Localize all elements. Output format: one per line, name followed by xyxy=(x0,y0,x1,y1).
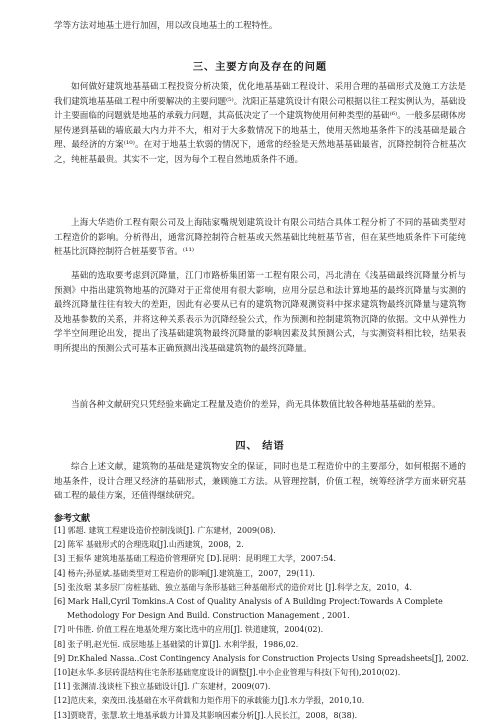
reference-item: [3] 王振华 建筑地基基础工程造价管理研究 [D].昆明：昆明理工大学，2007:54. xyxy=(54,554,337,564)
section-3-paragraph-4: 当前各种文献研究只凭经验来确定工程量及造价的差异，尚无具体数值比较各种地基基础的差异。 xyxy=(71,400,441,410)
section-4-heading: 四、 结语 xyxy=(235,440,285,452)
section-3-paragraph-2: 上海大华造价工程有限公司及上海陆家嘴规划建筑设计有限公司结合具体工程分析了不同的基础类型对工程造价的影响。分析得出，通常沉降控制符合桩基或天然基础比纯桩基节省，但在某些地质条件下可能纯桩基比沉降控制符合桩基要节省。⁽¹¹⁾ xyxy=(54,218,466,257)
reference-item: [5] 张汝琚 某多层厂房桩基础、独立基础与条形基础三种基础形式的造价对比 [J].科学之友，2010，4. xyxy=(54,582,412,592)
references-list xyxy=(54,524,470,723)
reference-item: [4] 杨卉;孙显斌.基础类型对工程造价的影响[J].建筑施工，2007，29(11). xyxy=(54,568,315,578)
section-3-heading: 三、主要方向及存在的问题 xyxy=(192,61,328,73)
section-4-paragraph-1: 综合上述文献，建筑物的基础是建筑物安全的保证，同时也是工程造价中的主要部分，如何根据不通的地基条件，设计合理又经济的基础形式，兼顾施工方法。从管理控制，价值工程，统筹经济学方面来研究基础工程的最佳方案，还值得继续研究。 xyxy=(54,462,466,501)
reference-item: [6] Mark Hall,Cyril Tomkins.A Cost of Quality Analysis of A Building Project:Towards A Complete Methodology For Design And Build. Construction Management , 2001. xyxy=(54,597,443,621)
references-title: 参考文献 xyxy=(54,514,91,524)
reference-item: [1] 郭超. 建筑工程建设造价控制浅谈[J]. 广东建材，2009(08). xyxy=(54,526,276,535)
reference-item: [12]范庆来，栾茂田.浅基础在水平荷载和力矩作用下的承载能力[J].水力学报，2010,10. xyxy=(54,696,365,706)
reference-item: [13]贾晓青，张慧.软土地基承载力计算及其影响因素分析[J].人民长江，2008，8(38). xyxy=(54,710,358,720)
reference-item: [9] Dr.Khaled Nassa..Cost Contingency Analysis for Construction Projects Using Spreadsheets[J], 2002. xyxy=(54,653,469,663)
reference-item: [11] 张渊清.浅谈柱下独立基础设计[J]. 广东建材，2009(07). xyxy=(54,682,271,692)
reference-item: [7] 叶伟胜. 价值工程在地基处理方案比选中的应用[J]. 铁道建筑，2004(02). xyxy=(54,625,324,635)
section-3-paragraph-1: 如何做好建筑地基基础工程投资分析决策，优化地基基础工程设计、采用合理的基础形式及施工方法是我们建筑地基基础工程中所要解决的主要问题⁽⁵⁾。沈阳正基建筑设计有限公司根据以往工程实例认为，基础设计主要面临的问题就是地基的承载力问题，其高低决定了一个建筑物使用何种类型的基础⁽⁶⁾。一般多层砌体房屋传递到基础的墙底最大内力并不大，相对于大多数情况下的地基土，使用天然地基条件下的浅基础是最合理、最经济的方案⁽¹⁰⁾。在对于地基土软弱的情况下，通常的经验是天然地基基础最省，沉降控制符合桩基次之，纯桩基最贵。其实不一定，因为每个工程自然地质条件不通。 xyxy=(54,82,466,165)
section-3-paragraph-3: 基础的选取要考虑到沉降量，江门市路桥集团第一工程有限公司，冯北清在《浅基础最终沉降量分析与预测》中指出建筑物地基的沉降对于正常使用有很大影响，应用分层总和法计算地基的最终沉降量与实测的最终沉降量往往有较大的差距，因此有必要从已有的建筑物沉降观测资料中探求建筑物最终沉降量与建筑物及地基参数的关系，并将这种关系表示为沉降经验公式，作为预测和控制建筑物沉降的依据。文中从弹性力学半空间理论出发，提出了浅基础建筑物最终沉降量的影响因素及其预测公式，与实测资料相比较，结果表明所提出的预测公式可基本正确预测出浅基础建筑物的最终沉降量。 xyxy=(54,271,466,354)
reference-item: [8] 张子明,赵光恒. 成层地基上基础梁的计算[J]. 水利学报，1986,02. xyxy=(54,639,299,649)
reference-item: [2] 陈军 基础形式的合理选取[J].山西建筑，2008，2. xyxy=(54,540,244,550)
intro-line: 学等方法对地基土进行加固，用以改良地基土的工程特性。 xyxy=(54,21,278,31)
reference-item: [10]赵永华.多层砖混结构住宅条形基础宽度设计的调整[J].中小企业管理与科技(下旬刊),2010(02). xyxy=(54,668,401,678)
